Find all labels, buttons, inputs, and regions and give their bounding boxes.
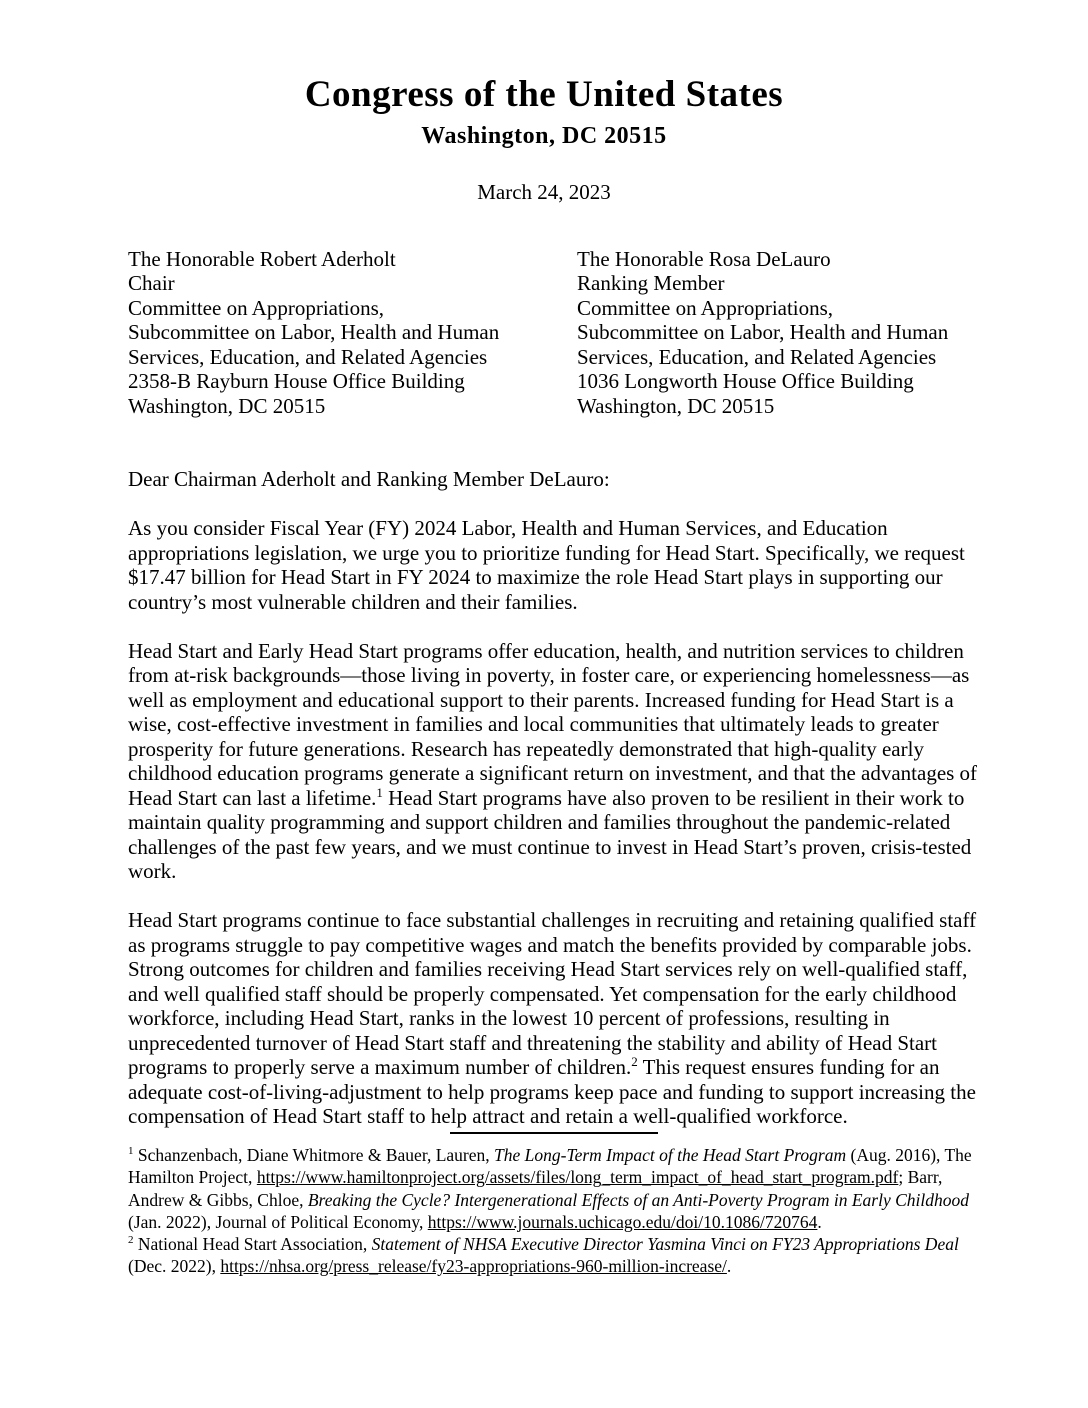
footnote-2-marker: 2: [128, 1234, 134, 1247]
footnote-1: [128, 1144, 980, 1233]
paragraph-3-text: Head Start programs continue to face substantial challenges in recruiting and retaining qualified staff as programs struggle to pay competitive wages and match the benefits provided by comparable jobs. Strong outcomes for children and families receiving Head Start services rely on well-qualified staff, and well qualified staff should be properly compensated. Yet compensation for the early childhood workforce, including Head Start, ranks in the lowest 10 percent of professions, resulting in unprecedented turnover of Head Start staff and threatening the stability and ability of Head Start programs to properly serve a maximum number of children.: [128, 908, 977, 1079]
recipient-line: Committee on Appropriations,: [577, 295, 834, 320]
footnote-1-title: The Long-Term Impact of the Head Start Program: [494, 1145, 847, 1165]
letter-date: March 24, 2023: [477, 180, 611, 204]
recipient-line: Committee on Appropriations,: [128, 295, 385, 320]
recipient-line: Chair: [128, 271, 175, 295]
recipient-line: The Honorable Robert Aderholt: [128, 246, 396, 271]
recipient-line: Services, Education, and Related Agencies: [577, 344, 937, 369]
recipient-line: Subcommittee on Labor, Health and Human: [577, 320, 949, 344]
footnote-2-text: .: [726, 1256, 732, 1277]
footnote-1-text: (Aug. 2016), The Hamilton Project,: [128, 1145, 972, 1188]
footnote-2: [128, 1233, 980, 1278]
recipient-line: The Honorable Rosa DeLauro: [577, 246, 831, 271]
footnote-1-text: (Jan. 2022), Journal of Political Economy,: [128, 1211, 428, 1232]
paragraph-2-text: Head Start and Early Head Start programs offer education, health, and nutrition services to children from at-risk backgrounds—those living in poverty, in foster care, or experiencing homelessness—as well as employment and educational support to their parents. Increased funding for Head Start is a wise, cost-effective investment in families and local communities that ultimately leads to greater prosperity for future generations. Research has repeatedly demonstrated that high-quality early childhood education programs generate a significant return on investment, and that the advantages of Head Start can last a lifetime.: [128, 638, 978, 810]
footnote-1-text: .: [817, 1211, 822, 1232]
recipient-line: 2358-B Rayburn House Office Building: [128, 369, 465, 393]
salutation: Dear Chairman Aderholt and Ranking Member DeLauro:: [128, 467, 610, 491]
footnote-2-link-nhsa[interactable]: https://nhsa.org/press_release/fy23-appropriations-960-million-increase/: [220, 1256, 727, 1277]
recipient-line: Washington, DC 20515: [577, 393, 775, 418]
footnote-1-marker: 1: [128, 1145, 134, 1158]
footnote-1-text: ; Barr, Andrew & Gibbs, Chloe,: [128, 1167, 943, 1210]
letterhead-title: Congress of the United States: [304, 74, 784, 115]
paragraph-2: [128, 639, 980, 884]
recipient-line: 1036 Longworth House Office Building: [577, 369, 914, 393]
footnote-1-text: Schanzenbach, Diane Whitmore & Bauer, Lauren,: [133, 1145, 495, 1165]
footnote-2-text: (Dec. 2022),: [128, 1256, 221, 1277]
footnote-1-link-hamiltonproject[interactable]: https://www.hamiltonproject.org/assets/files/long_term_impact_of_head_start_program.pdf: [256, 1167, 899, 1188]
letterhead: [0, 0, 1088, 148]
recipient-chair: [128, 247, 577, 419]
footnote-1-title: Breaking the Cycle? Intergenerational Effects of an Anti-Poverty Program in Early Childhood: [307, 1189, 970, 1210]
footnotes: [128, 1144, 980, 1278]
paragraph-3: [128, 908, 980, 1129]
recipient-line: Subcommittee on Labor, Health and Human: [128, 320, 500, 344]
letter-content: [128, 247, 980, 1134]
footnote-ref-1: 1: [376, 784, 383, 800]
paragraph-3-text: This request ensures funding for an adequate cost-of-living-adjustment to help programs keep pace and funding to support increasing the compensation of Head Start staff to help attract and retain a well-qualified workforce.: [128, 1055, 976, 1128]
recipient-line: Ranking Member: [577, 271, 725, 295]
letterhead-address: Washington, DC 20515: [421, 123, 667, 149]
recipient-ranking-member: [577, 247, 948, 419]
footnote-1-link-journals-uchicago[interactable]: https://www.journals.uchicago.edu/doi/10.1086/720764: [427, 1211, 818, 1232]
footnote-2-title: Statement of NHSA Executive Director Yasmina Vinci on FY23 Appropriations Deal: [371, 1234, 959, 1255]
footnote-2-text: National Head Start Association,: [133, 1234, 372, 1255]
paragraph-1: As you consider Fiscal Year (FY) 2024 Labor, Health and Human Services, and Education appropriations legislation, we urge you to prioritize funding for Head Start. Specifically, we request $17.47 billion for Head Start in FY 2024 to maximize the role Head Start plays in supporting our country’s most vulnerable children and their families.: [128, 516, 965, 614]
recipient-blocks: [128, 247, 980, 419]
footnote-ref-2: 2: [631, 1054, 638, 1069]
recipient-line: Services, Education, and Related Agencies: [128, 344, 488, 369]
recipient-line: Washington, DC 20515: [128, 393, 326, 418]
footnote-divider: [450, 1132, 658, 1134]
paragraph-2-text: Head Start programs have also proven to be resilient in their work to maintain quality programming and support children and families throughout the pandemic-related challenges of the past few years, and we must continue to invest in Head Start’s proven, crisis-tested work.: [128, 785, 972, 883]
